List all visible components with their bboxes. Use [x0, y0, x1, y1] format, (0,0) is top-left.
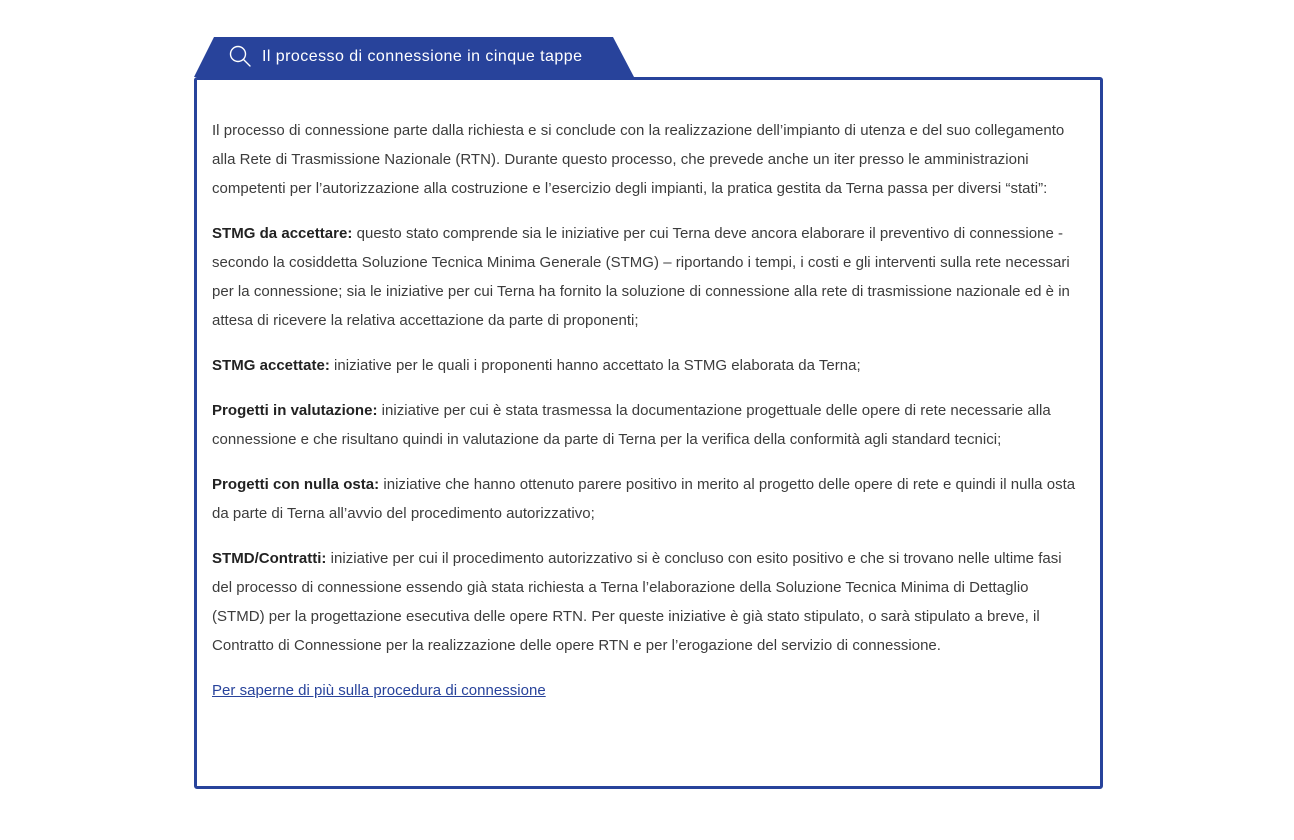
state-term: STMG accettate:: [212, 357, 330, 374]
state-progetti-in-valutazione: [212, 396, 1085, 454]
state-term: STMD/Contratti:: [212, 550, 327, 567]
state-description: iniziative per le quali i proponenti hanno accettato la STMG elaborata da Terna;: [329, 357, 861, 374]
state-stmd-contratti: [212, 544, 1085, 660]
state-description: questo stato comprende sia le iniziative per cui Terna deve ancora elaborare il preventivo di connessione - secondo la cosiddetta Soluzione Tecnica Minima Generale (STMG) – riportando i tempi, i costi e gli interventi sulla rete necessari per la connessione; sia le iniziative per cui Terna ha fornito la soluzione di connessione alla rete di trasmissione nazionale ed è in attesa di ricevere la relativa accettazione da parte di proponenti;: [212, 225, 1070, 329]
state-description: iniziative per cui è stata trasmessa la documentazione progettuale delle opere di rete necessarie alla connessione e che risultano quindi in valutazione da parte di Terna per la verifica della conformità agli standard tecnici;: [212, 402, 1051, 448]
panel-title: Il processo di connessione in cinque tappe: [262, 48, 583, 65]
state-stmg-da-accettare: [212, 219, 1085, 335]
more-info-link[interactable]: Per saperne di più sulla procedura di connessione: [212, 682, 546, 699]
state-description: iniziative per cui il procedimento autorizzativo si è concluso con esito positivo e che si trovano nelle ultime fasi del processo di connessione essendo già stata richiesta a Terna l’elaborazione della Soluzione Tecnica Minima di Dettaglio (STMD) per la progettazione esecutiva delle opere RTN. Per queste iniziative è già stato stipulato, o sarà stipulato a breve, il Contratto di Connessione per la realizzazione delle opere RTN e per l’erogazione del servizio di connessione.: [212, 550, 1062, 654]
state-description: iniziative che hanno ottenuto parere positivo in merito al progetto delle opere di rete e quindi il nulla osta da parte di Terna all’avvio del procedimento autorizzativo;: [212, 476, 1076, 522]
info-panel: [194, 37, 1103, 789]
state-term: STMG da accettare:: [212, 225, 353, 242]
search-icon: [229, 45, 251, 67]
state-term: Progetti in valutazione:: [212, 402, 378, 419]
panel-tab: [194, 37, 634, 77]
state-progetti-con-nulla-osta: [212, 470, 1085, 528]
more-info-paragraph: [212, 676, 1085, 705]
intro-paragraph: Il processo di connessione parte dalla richiesta e si conclude con la realizzazione dell’impianto di utenza e del suo collegamento alla Rete di Trasmissione Nazionale (RTN). Durante questo processo, che prevede anche un iter presso le amministrazioni competenti per l’autorizzazione alla costruzione e l’esercizio degli impianti, la pratica gestita da Terna passa per diversi “stati”:: [212, 122, 1065, 197]
state-stmg-accettate: [212, 351, 1085, 380]
state-term: Progetti con nulla osta:: [212, 476, 380, 493]
panel-body: [194, 77, 1103, 789]
